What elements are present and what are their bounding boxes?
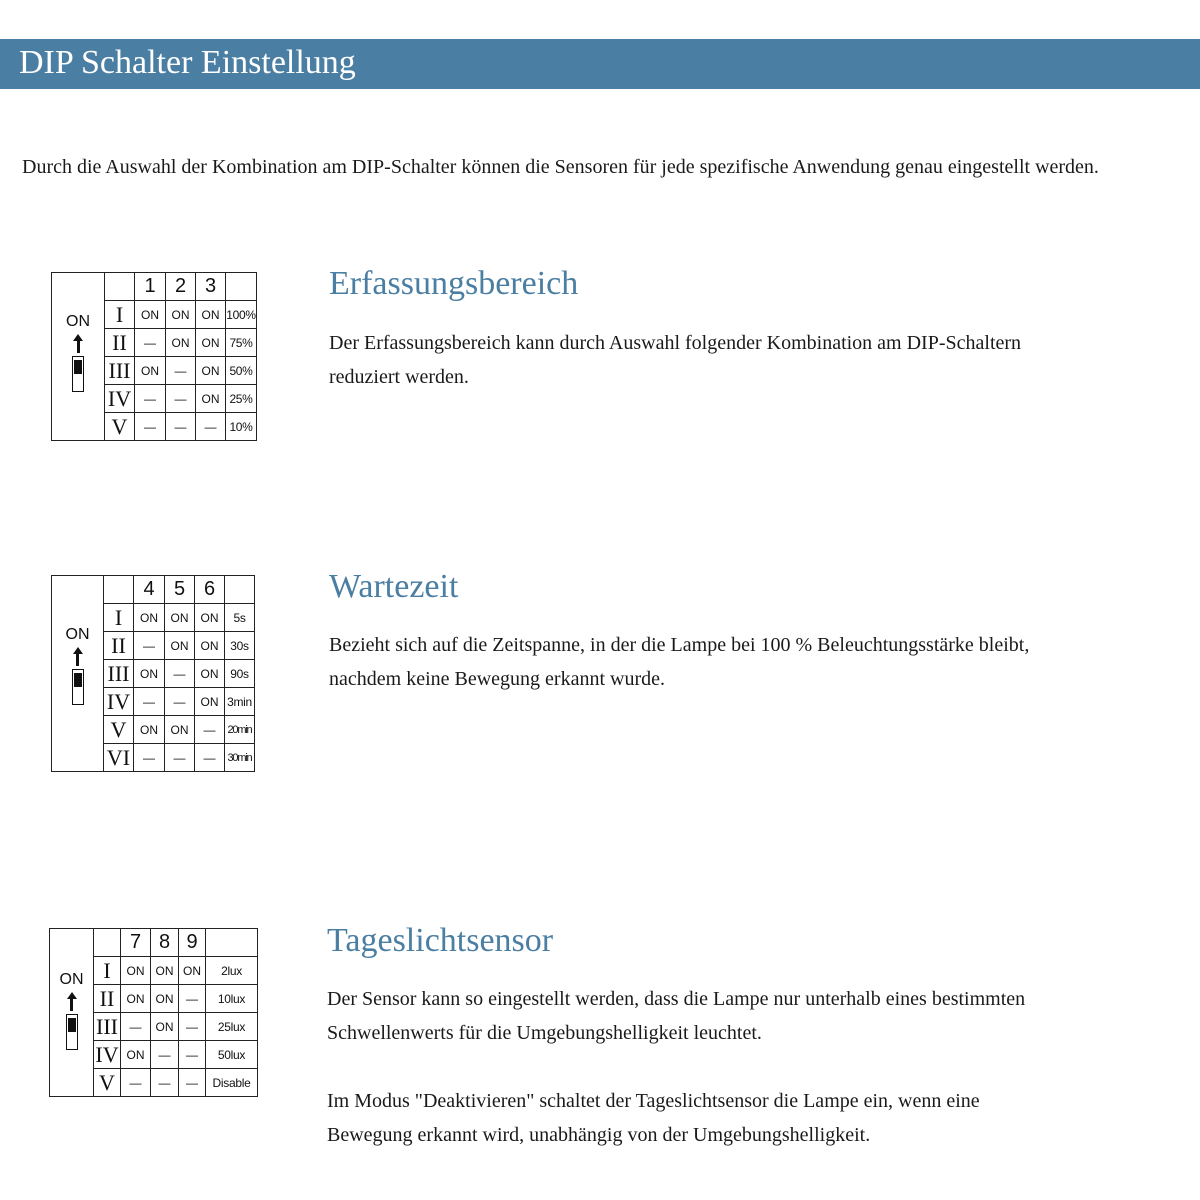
result-value: 3min [225,688,255,716]
toggle-switch-icon [66,1014,78,1050]
result-value: 2lux [206,957,258,985]
dip-switch-diagram [52,576,104,772]
switch-state: ON [134,660,165,688]
switch-state: — [135,329,166,357]
switch-state: — [179,1013,206,1041]
arrow-up-icon [67,992,77,999]
switch-on-label: ON [65,626,90,643]
result-value: 90s [225,660,255,688]
column-header: 7 [121,929,151,957]
row-label: I [94,957,121,985]
section-text-daylight: Der Sensor kann so eingestellt werden, dass die Lampe nur unterhalb eines bestimmten Schwellenwerts für die Umgebungshelligkeit leuchtet. [327,988,1026,1044]
switch-state: — [165,688,195,716]
switch-on-label: ON [66,313,90,330]
row-label: IV [105,385,135,413]
switch-state: — [179,1069,206,1097]
switch-state: — [195,744,225,772]
switch-state: ON [179,957,206,985]
switch-state: — [166,357,196,385]
switch-state: — [121,1069,151,1097]
switch-on-label: ON [59,971,84,988]
switch-state: — [151,1041,179,1069]
switch-state: — [165,660,195,688]
switch-state: — [134,744,165,772]
toggle-switch-icon [72,356,84,392]
column-header: 1 [135,273,166,301]
row-label: VI [104,744,134,772]
arrow-up-icon [73,647,83,654]
column-header: 3 [196,273,226,301]
switch-state: — [179,985,206,1013]
row-label: III [94,1013,121,1041]
switch-state: ON [196,385,226,413]
switch-state: ON [165,604,195,632]
switch-state: ON [196,357,226,385]
column-header: 6 [195,576,225,604]
result-value: 20min [225,716,255,744]
switch-state: ON [135,357,166,385]
result-value: 5s [225,604,255,632]
result-value: Disable [206,1069,258,1097]
switch-state: ON [165,716,195,744]
column-header: 8 [151,929,179,957]
row-label: III [104,660,134,688]
section-text-range: Der Erfassungsbereich kann durch Auswahl folgender Kombination am DIP-Schaltern reduziert werden. [329,332,1022,388]
result-header [225,576,255,604]
result-value: 50% [226,357,257,385]
row-label: II [104,632,134,660]
switch-state: — [196,413,226,441]
section-title-delay: Wartezeit [329,568,459,605]
dip-table-delay [51,575,255,772]
switch-state: ON [134,716,165,744]
section-title-range: Erfassungsbereich [329,265,579,302]
switch-state: ON [195,604,225,632]
switch-state: ON [196,301,226,329]
switch-state: ON [196,329,226,357]
toggle-switch-icon [72,669,84,705]
result-value: 25% [226,385,257,413]
switch-state: ON [195,632,225,660]
switch-state: ON [195,660,225,688]
switch-state: ON [121,1041,151,1069]
switch-state: — [165,744,195,772]
switch-state: ON [165,632,195,660]
dip-table-daylight [49,928,258,1097]
switch-state: ON [166,329,196,357]
table-corner [104,576,134,604]
column-header: 5 [165,576,195,604]
switch-state: ON [121,985,151,1013]
result-value: 75% [226,329,257,357]
row-label: IV [104,688,134,716]
result-value: 50lux [206,1041,258,1069]
switch-state: — [166,385,196,413]
result-value: 25lux [206,1013,258,1041]
column-header: 4 [134,576,165,604]
switch-state: — [151,1069,179,1097]
arrow-up-icon [73,334,83,341]
switch-state: ON [151,957,179,985]
row-label: II [94,985,121,1013]
result-header [226,273,257,301]
switch-state: — [135,385,166,413]
switch-state: ON [151,1013,179,1041]
intro-text: Durch die Auswahl der Kombination am DIP-Schalter können die Sensoren für jede spezifische Anwendung genau eingestellt werden. [22,156,1099,178]
switch-state: — [135,413,166,441]
result-value: 100% [226,301,257,329]
row-label: II [105,329,135,357]
row-label: I [104,604,134,632]
switch-state: — [121,1013,151,1041]
switch-state: ON [195,688,225,716]
switch-state: ON [135,301,166,329]
header-banner [0,39,1200,89]
row-label: III [105,357,135,385]
column-header: 2 [166,273,196,301]
row-label: V [94,1069,121,1097]
switch-state: — [195,716,225,744]
switch-state: — [166,413,196,441]
result-value: 30min [225,744,255,772]
row-label: I [105,301,135,329]
result-header [206,929,258,957]
table-corner [105,273,135,301]
switch-state: — [134,632,165,660]
section-text-daylight-mode: Im Modus "Deaktivieren" schaltet der Tageslichtsensor die Lampe ein, wenn eine Bewegung erkannt wird, unabhängig von der Umgebungshelligkeit. [327,1090,980,1146]
column-header: 9 [179,929,206,957]
switch-state: — [179,1041,206,1069]
dip-switch-diagram [50,929,94,1097]
switch-state: — [134,688,165,716]
switch-state: ON [151,985,179,1013]
row-label: V [105,413,135,441]
dip-switch-diagram [52,273,105,441]
dip-table-range [51,272,257,441]
section-text-delay: Bezieht sich auf die Zeitspanne, in der die Lampe bei 100 % Beleuchtungsstärke bleibt, nachdem keine Bewegung erkannt wurde. [329,634,1030,690]
switch-state: ON [134,604,165,632]
table-corner [94,929,121,957]
page-title: DIP Schalter Einstellung [19,44,356,81]
result-value: 10% [226,413,257,441]
row-label: V [104,716,134,744]
result-value: 30s [225,632,255,660]
result-value: 10lux [206,985,258,1013]
switch-state: ON [166,301,196,329]
section-title-daylight: Tageslichtsensor [327,922,554,959]
row-label: IV [95,1041,119,1067]
switch-state: ON [121,957,151,985]
